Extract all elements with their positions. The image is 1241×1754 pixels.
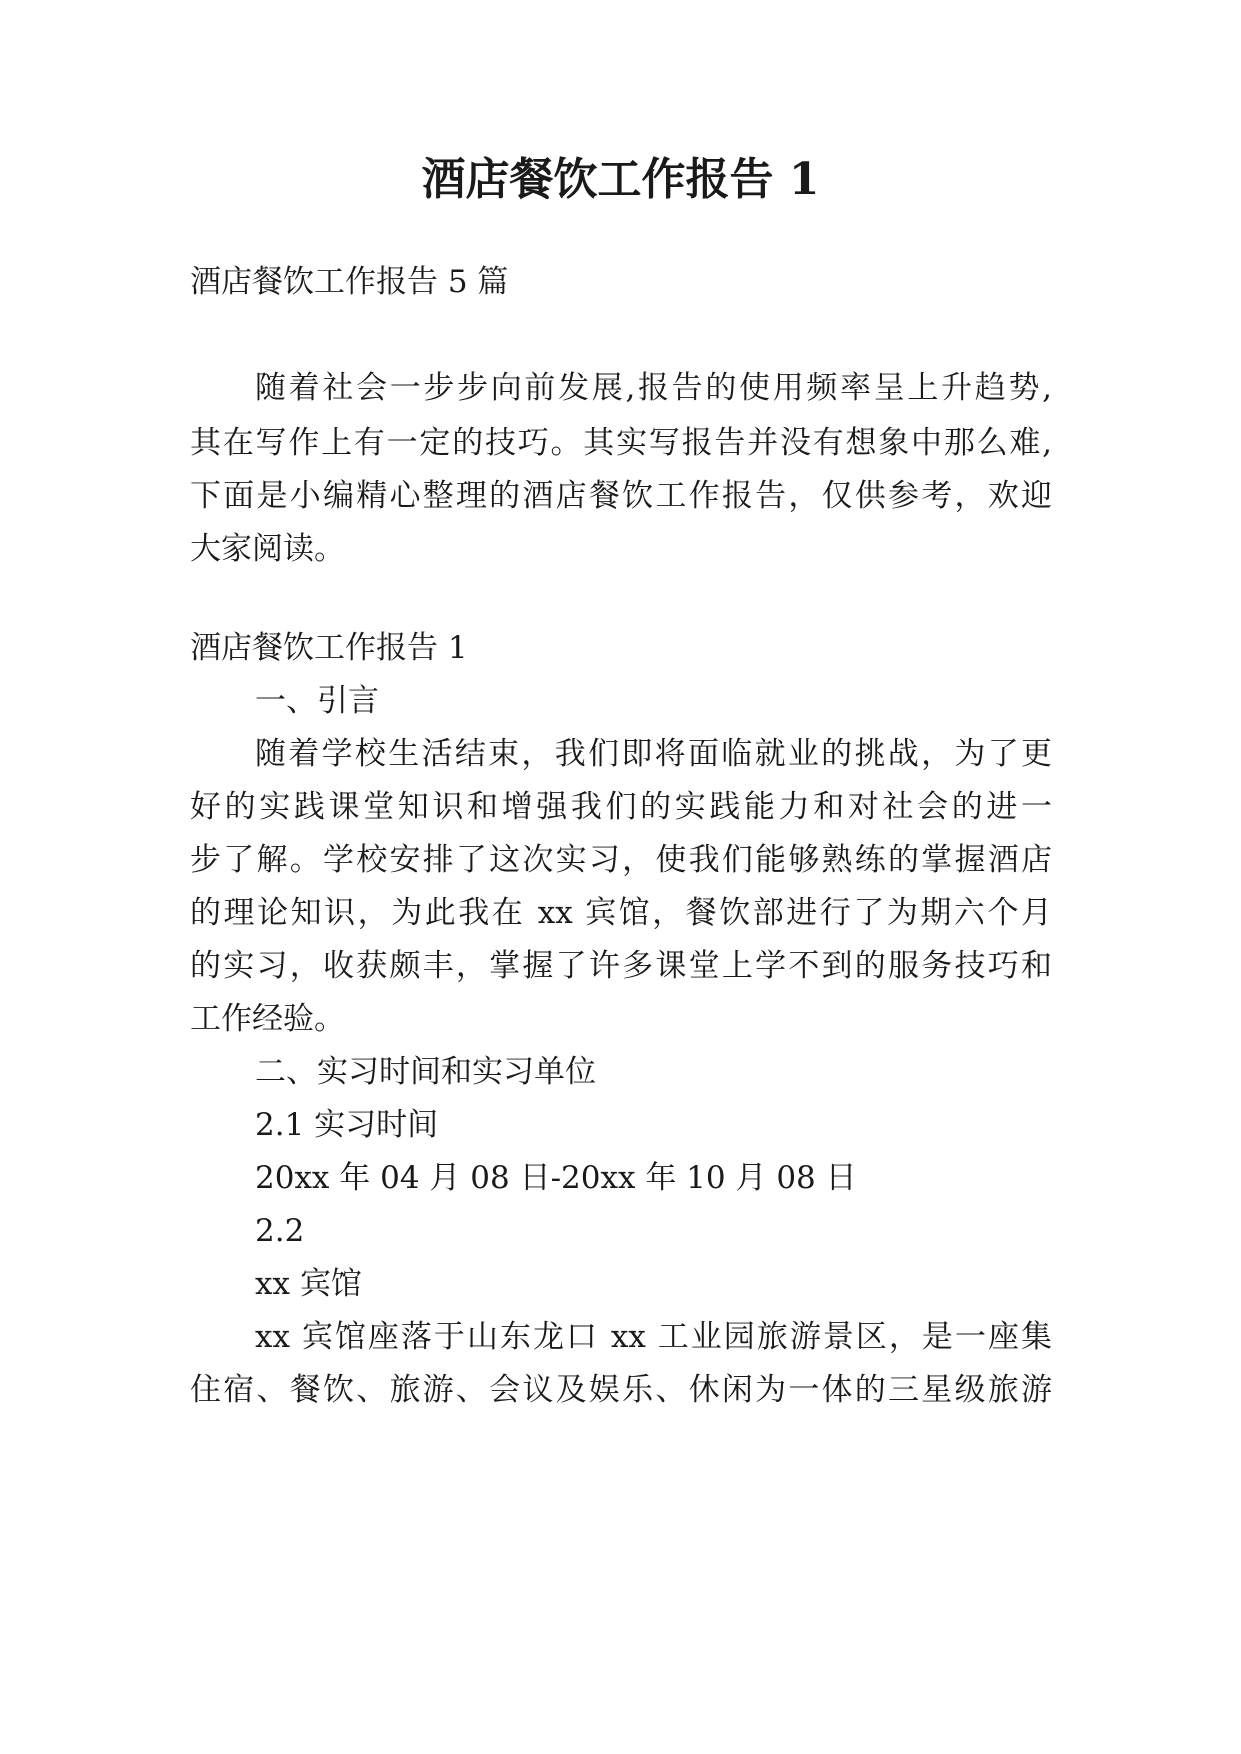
- heading-2-2: 2.2: [255, 1213, 305, 1249]
- intro-line: 其在写作上有一定的技巧。其实写报告并没有想象中那么难,: [190, 425, 1052, 461]
- body-line: 随着学校生活结束，我们即将面临就业的挑战，为了更: [255, 736, 1052, 772]
- body-line: 工作经验。: [190, 1001, 345, 1037]
- intro-line: 随着社会一步步向前发展,报告的使用频率呈上升趋势,: [255, 370, 1052, 406]
- intro-line: 下面是小编精心整理的酒店餐饮工作报告，仅供参考，欢迎: [190, 478, 1052, 514]
- body-line: 好的实践课堂知识和增强我们的实践能力和对社会的进一: [190, 789, 1052, 825]
- document-title: 酒店餐饮工作报告 1: [421, 154, 820, 205]
- hotel-name: xx 宾馆: [255, 1266, 362, 1302]
- heading-2-1: 2.1 实习时间: [255, 1107, 439, 1143]
- intro-line: 大家阅读。: [190, 531, 345, 567]
- body-line: 步了解。学校安排了这次实习，使我们能够熟练的掌握酒店: [190, 842, 1052, 878]
- body-line: xx 宾馆座落于山东龙口 xx 工业园旅游景区，是一座集: [255, 1319, 1052, 1355]
- body-line: 住宿、餐饮、旅游、会议及娱乐、休闲为一体的三星级旅游: [190, 1372, 1052, 1408]
- date-range: 20xx 年 04 月 08 日-20xx 年 10 月 08 日: [255, 1160, 857, 1196]
- heading-2: 二、实习时间和实习单位: [255, 1054, 596, 1090]
- document-subtitle: 酒店餐饮工作报告 5 篇: [190, 264, 509, 300]
- body-line: 的实习，收获颇丰，掌握了许多课堂上学不到的服务技巧和: [190, 948, 1052, 984]
- body-line: 的理论知识，为此我在 xx 宾馆，餐饮部进行了为期六个月: [190, 895, 1052, 931]
- intro-heading: 一、引言: [255, 683, 379, 719]
- section-heading: 酒店餐饮工作报告 1: [190, 630, 468, 666]
